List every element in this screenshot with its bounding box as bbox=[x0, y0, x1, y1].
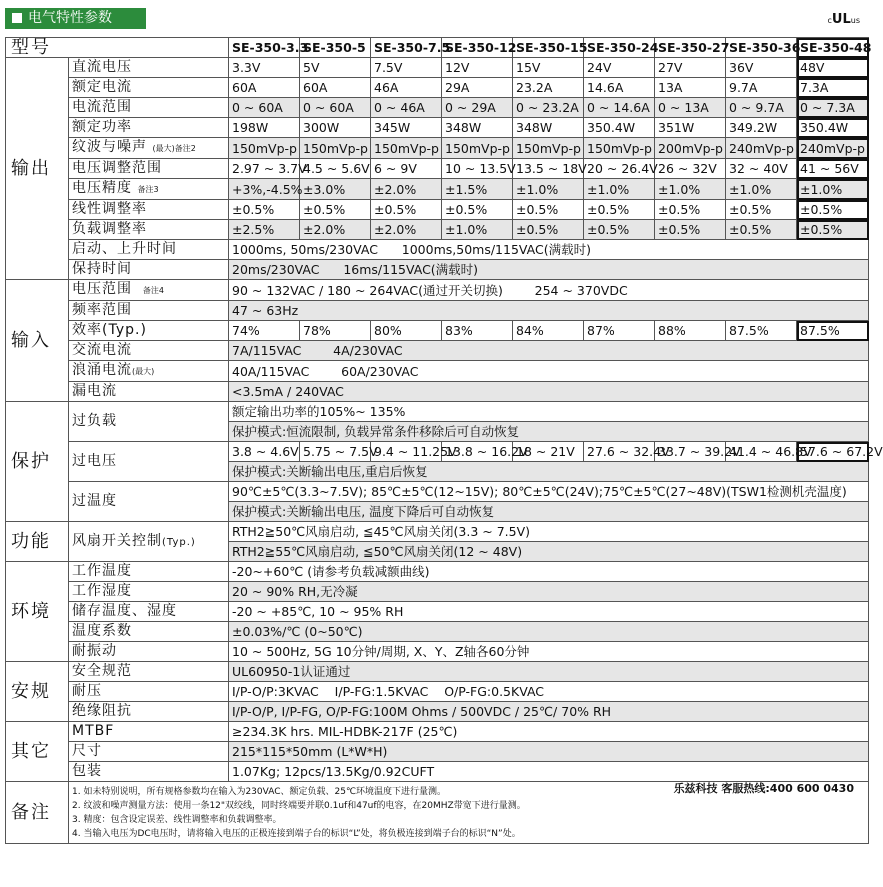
row-hold-time: 保持时间 20ms/230VAC 16ms/115VAC(满载时) bbox=[6, 260, 869, 280]
row-dimension: 尺寸 215*115*50mm (L*W*H) bbox=[6, 742, 869, 762]
spec-table bbox=[5, 37, 883, 844]
note-2: 2. 纹波和噪声测量方法：使用一条12"双绞线，同时终端要并联0.1uf和47uf的电容，在20MHZ带宽下进行量测。 bbox=[72, 801, 526, 811]
square-icon bbox=[12, 13, 22, 23]
row-load-regulation: 负载调整率 ±2.5% ±2.0% ±2.0% ±1.0% ±0.5% ±0.5% ±0.5% ±0.5% ±0.5% bbox=[6, 220, 869, 240]
row-mtbf: 其它 MTBF ≥234.3K hrs. MIL-HDBK-217F (25℃) bbox=[6, 722, 869, 742]
row-rated-current: 额定电流 60A 60A 46A 29A 23.2A 14.6A 13A 9.7A 7.3A bbox=[6, 78, 869, 98]
note-4: 4. 当输入电压为DC电压时，请将输入电压的正极连接到端子台的标识“L”处，将负极连接到端子台的标识“N”处。 bbox=[72, 829, 521, 839]
note-3: 3. 精度：包含设定误差、线性调整率和负载调整率。 bbox=[72, 815, 282, 825]
row-storage: 储存温度、湿度 -20 ~ +85℃, 10 ~ 95% RH bbox=[6, 602, 869, 622]
row-overvoltage: 过电压 3.8 ~ 4.6V 5.75 ~ 7.5V 9.4 ~ 11.25V 13.8 ~ 16.2V 18 ~ 21V 27.6 ~ 32.4V 33.7 ~ 39.2V 41.4 ~ 46.8V 57.6 ~ 67.2V bbox=[6, 442, 869, 462]
row-line-regulation: 线性调整率 ±0.5% ±0.5% ±0.5% ±0.5% ±0.5% ±0.5% ±0.5% ±0.5% ±0.5% bbox=[6, 200, 869, 220]
row-isolation: 绝缘阻抗 I/P-O/P, I/P-FG, O/P-FG:100M Ohms / 500VDC / 25℃/ 70% RH bbox=[6, 702, 869, 722]
row-packing: 包装 1.07Kg; 12pcs/13.5Kg/0.92CUFT bbox=[6, 762, 869, 782]
model-row: 型号 SE-350-3.3 SE-350-5 SE-350-7.5 SE-350-12 SE-350-15 SE-350-24 SE-350-27 SE-350-36 SE-350-48 bbox=[6, 38, 869, 58]
row-frequency: 频率范围 47 ~ 63Hz bbox=[6, 301, 869, 321]
section-header bbox=[5, 8, 146, 29]
hotline: 乐兹科技 客服热线:400 600 0430 bbox=[673, 782, 854, 795]
row-efficiency: 效率(Typ.) 74% 78% 80% 83% 84% 87% 88% 87.5% 87.5% bbox=[6, 321, 869, 341]
row-vibration: 耐振动 10 ~ 500Hz, 5G 10分钟/周期, X、Y、Z轴各60分钟 bbox=[6, 642, 869, 662]
row-overload-1: 保护 过负载 额定输出功率的105%~ 135% bbox=[6, 402, 869, 422]
row-inrush: 浪涌电流(最大) 40A/115VAC 60A/230VAC bbox=[6, 361, 869, 382]
row-current-range: 电流范围 0 ~ 60A 0 ~ 60A 0 ~ 46A 0 ~ 29A 0 ~ 23.2A 0 ~ 14.6A 0 ~ 13A 0 ~ 9.7A 0 ~ 7.3A bbox=[6, 98, 869, 118]
row-overtemp: 过温度 90℃±5℃(3.3~7.5V); 85℃±5℃(12~15V); 80℃±5℃(24V);75℃±5℃(27~48V)(TSW1检测机壳温度) bbox=[6, 482, 869, 502]
row-work-temp: 环境 工作温度 -20~+60℃ (请参考负载减额曲线) bbox=[6, 562, 869, 582]
row-voltage-tolerance: 电压精度 备注3 +3%,-4.5% ±3.0% ±2.0% ±1.5% ±1.0% ±1.0% ±1.0% ±1.0% ±1.0% bbox=[6, 179, 869, 200]
row-overvoltage-mode: 保护模式:关断输出电压,重启后恢复 bbox=[6, 462, 869, 482]
row-ac-current: 交流电流 7A/115VAC 4A/230VAC bbox=[6, 341, 869, 361]
row-temp-coef: 温度系数 ±0.03%/℃ (0~50℃) bbox=[6, 622, 869, 642]
ul-cert-logo: cULus bbox=[827, 12, 860, 27]
row-voltage-adjust: 电压调整范围 2.97 ~ 3.7V 4.5 ~ 5.6V 6 ~ 9V 10 ~ 13.5V 13.5 ~ 18V 20 ~ 26.4V 26 ~ 32V 32 ~ 40V 41 ~ 56V bbox=[6, 159, 869, 179]
row-safety-std: 安规 安全规范 UL60950-1认证通过 bbox=[6, 662, 869, 682]
row-overtemp-mode: 保护模式:关断输出电压, 温度下降后可自动恢复 bbox=[6, 502, 869, 522]
row-work-humidity: 工作湿度 20 ~ 90% RH,无冷凝 bbox=[6, 582, 869, 602]
row-dc-voltage: 输出 直流电压 3.3V 5V 7.5V 12V 15V 24V 27V 36V 48V bbox=[6, 58, 869, 78]
note-1: 1. 如未特别说明，所有规格参数均在输入为230VAC、额定负载、25℃环境温度下进行量测。 bbox=[72, 787, 447, 797]
row-startup: 启动、上升时间 1000ms, 50ms/230VAC 1000ms,50ms/115VAC(满载时) bbox=[6, 240, 869, 260]
row-ripple: 纹波与噪声 (最大)备注2 150mVp-p 150mVp-p 150mVp-p 150mVp-p 150mVp-p 150mVp-p 200mVp-p 240mVp-p 240mVp-p bbox=[6, 138, 869, 159]
row-overload-2: 保护模式:恒流限制, 负载异常条件移除后可自动恢复 bbox=[6, 422, 869, 442]
row-rated-power: 额定功率 198W 300W 345W 348W 348W 350.4W 351W 349.2W 350.4W bbox=[6, 118, 869, 138]
row-fan-2: RTH2≧55℃风扇启动, ≦50℃风扇关闭(12 ~ 48V) bbox=[6, 542, 869, 562]
row-leakage: 漏电流 <3.5mA / 240VAC bbox=[6, 382, 869, 402]
row-notes: 备注 乐兹科技 客服热线:400 600 0430 1. 如未特别说明，所有规格参数均在输入为230VAC、额定负载、25℃环境温度下进行量测。 2. 纹波和噪声测量方法：使用一条12"双绞线，同时终端要并联0.1uf和47uf的电容，在20MHZ带宽下进行量测。 3. 精度：包含设定误差、线性调整率和负载调整率。 4. 当输入电压为DC电压时，请将输入电压的正极连接到端子台的标识“L”处，将负极连接到端子台的标识“N”处。 bbox=[6, 782, 869, 844]
row-fan-1: 功能 风扇开关控制(Typ.) RTH2≧50℃风扇启动, ≦45℃风扇关闭(3.3 ~ 7.5V) bbox=[6, 522, 869, 542]
notes-block bbox=[69, 782, 869, 844]
row-input-voltage: 输入 电压范围 备注4 90 ~ 132VAC / 180 ~ 264VAC(通过开关切换) 254 ~ 370VDC bbox=[6, 280, 869, 301]
row-withstand: 耐压 I/P-O/P:3KVAC I/P-FG:1.5KVAC O/P-FG:0.5KVAC bbox=[6, 682, 869, 702]
section-title: 电气特性参数 bbox=[28, 10, 112, 26]
